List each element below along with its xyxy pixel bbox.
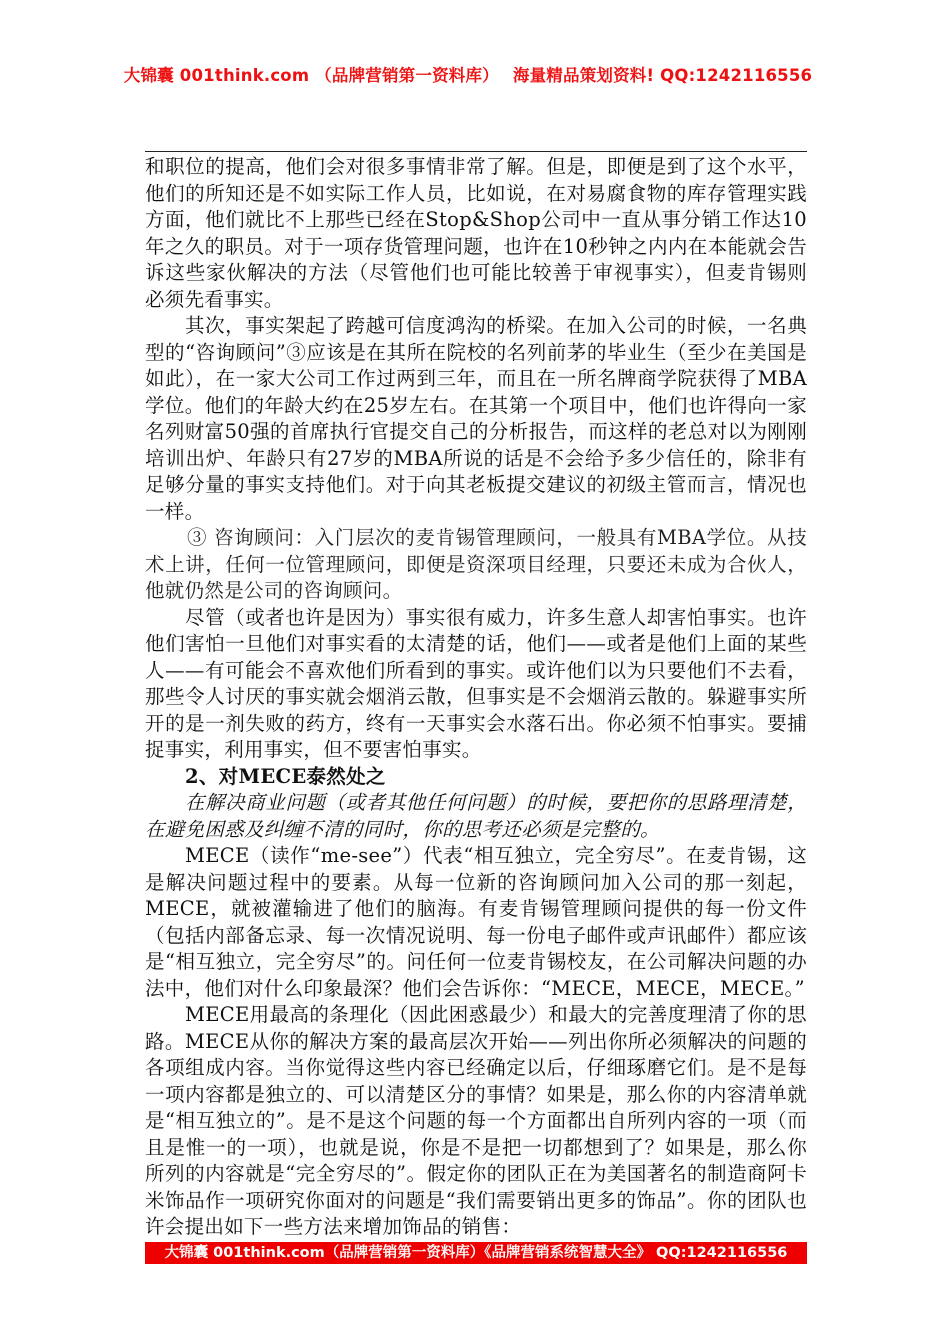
paragraph-mece-usage: MECE用最高的条理化（因此困惑最少）和最大的完善度理清了你的思路。MECE从你的解决方案的最高层次开始——列出你所必须解决的问题的各项组成内容。当你觉得这些内容已经确定以后，仔细琢磨它们。是不是每一项内容都是独立的、可以清楚区分的事情？如果是，那么你的内容清单就是“相互独立的”。是不是这个问题的每一个方面都出自所列内容的一项（而且是惟一的一项），也就是说，你是不是把一切都想到了？如果是，那么你所列的内容就是“完全穷尽的”。假定你的团队正在为美国著名的制造商阿卡米饰品作一项研究你面对的问题是“我们需要销出更多的饰品”。你的团队也许会提出如下一些方法来增加饰品的销售： xyxy=(145,1003,807,1238)
page-footer: 大锦囊 001think.com（品牌营销第一资料库）《品牌营销系统智慧大全》 QQ:1242116556 xyxy=(145,1242,807,1264)
header-rule xyxy=(145,151,807,152)
header-brand: 大锦囊 001think.com （品牌营销第一资料库） xyxy=(123,66,499,85)
paragraph-credibility: 其次，事实架起了跨越可信度鸿沟的桥梁。在加入公司的时候，一名典型的“咨询顾问”③应该是在其所在院校的名列前茅的毕业生（至少在美国是如此），在一家大公司工作过两到三年，而且在一所名牌商学院获得了MBA学位。他们的年龄大约在25岁左右。在其第一个项目中，他们也许得向一家名列财富50强的首席执行官提交自己的分析报告，而这样的老总对以为刚刚培训出炉、年龄只有27岁的MBA所说的话是不会给予多少信任的，除非有足够分量的事实支持他们。对于向其老板提交建议的初级主管而言，情况也一样。 xyxy=(145,314,807,523)
page-header xyxy=(0,62,950,86)
paragraph-mece-definition: MECE（读作“me-see”）代表“相互独立，完全穷尽”。在麦肯锡，这是解决问题过程中的要素。从每一位新的咨询顾问加入公司的那一刻起，MECE，就被灌输进了他们的脑海。有麦肯锡管理顾问提供的每一份文件（包括内部备忘录、每一次情况说明、每一份电子邮件或声讯邮件）都应该是“相互独立，完全穷尽”的。问任何一位麦肯锡校友，在公司解决问题的办法中，他们对什么印象最深？他们会告诉你：“MECE，MECE，MECE。” xyxy=(145,844,807,1000)
section-heading-mece: 2、对MECE泰然处之 xyxy=(185,764,386,788)
paragraph-fear-of-facts: 尽管（或者也许是因为）事实很有威力，许多生意人却害怕事实。也许他们害怕一旦他们对事实看的太清楚的话，他们——或者是他们上面的某些人——有可能会不喜欢他们所看到的事实。或许他们以为只要他们不去看，那些令人讨厌的事实就会烟消云散，但事实是不会烟消云散的。躲避事实所开的是一剂失败的药方，终有一天事实会水落石出。你必须不怕事实。要捕捉事实，利用事实，但不要害怕事实。 xyxy=(145,605,807,761)
document-body xyxy=(145,154,807,1241)
paragraph-continued: 和职位的提高，他们会对很多事情非常了解。但是，即便是到了这个水平，他们的所知还是不如实际工作人员，比如说，在对易腐食物的库存管理实践方面，他们就比不上那些已经在Stop&Shop公司中一直从事分销工作达10年之久的职员。对于一项存货管理问题，也许在10秒钟之内内在本能就会告诉这些家伙解决的方法（尽管他们也可能比较善于审视事实），但麦肯锡则必须先看事实。 xyxy=(145,155,807,311)
footnote-consultant: ③ 咨询顾问：入门层次的麦肯锡管理顾问，一般具有MBA学位。从技术上讲，任何一位管理顾问，即便是资深项目经理，只要还未成为合伙人，他就仍然是公司的咨询顾问。 xyxy=(145,526,807,602)
header-tagline: 海量精品策划资料! QQ:1242116556 xyxy=(512,66,813,85)
paragraph-mece-intro: 在解决商业问题（或者其他任何问题）的时候，要把你的思路理清楚，在避免困惑及纠缠不清的同时，你的思考还必须是完整的。 xyxy=(145,791,807,841)
